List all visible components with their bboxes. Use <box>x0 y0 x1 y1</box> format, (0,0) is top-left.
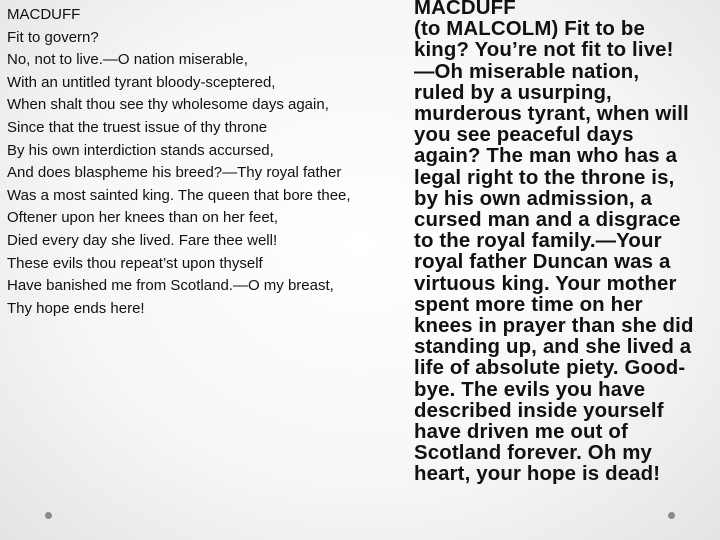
text-line: virtuous king. Your mother <box>414 272 677 295</box>
text-line: Scotland forever. Oh my <box>414 442 653 465</box>
text-line: cursed man and a disgrace <box>414 209 681 232</box>
text-line: Oftener upon her knees than on her feet, <box>7 209 279 227</box>
text-line: you see peaceful days <box>414 124 634 147</box>
text-line: to the royal family.—Your <box>414 230 662 253</box>
text-line: Was a most sainted king. The queen that bore thee, <box>7 186 351 204</box>
text-line: life of absolute piety. Good- <box>414 357 686 380</box>
text-line: have driven me out of <box>414 421 628 444</box>
text-line: Thy hope ends here! <box>7 299 145 317</box>
slide-bullet-dot <box>668 512 675 519</box>
text-line: Fit to govern? <box>7 28 99 46</box>
text-line: These evils thou repeat’st upon thyself <box>7 254 263 272</box>
text-line: king? You’re not fit to live! <box>414 39 674 62</box>
text-line: royal father Duncan was a <box>414 251 671 274</box>
modern-translation-column <box>414 0 718 486</box>
text-line: By his own interdiction stands accursed, <box>7 141 274 159</box>
text-line: No, not to live.—O nation miserable, <box>7 51 248 69</box>
original-text-column <box>7 4 402 320</box>
text-line: described inside yourself <box>414 399 664 422</box>
text-line: And does blaspheme his breed?—Thy royal father <box>7 164 342 182</box>
text-line: ruled by a usurping, <box>414 81 612 104</box>
text-line: murderous tyrant, when will <box>414 103 689 126</box>
text-line: (to MALCOLM) Fit to be <box>414 18 645 41</box>
text-line: Have banished me from Scotland.—O my breast, <box>7 277 334 295</box>
text-line: When shalt thou see thy wholesome days again, <box>7 96 329 114</box>
text-line: by his own admission, a <box>414 187 652 210</box>
text-line: spent more time on her <box>414 293 643 316</box>
text-line: Died every day she lived. Fare thee well! <box>7 231 278 249</box>
text-line: bye. The evils you have <box>414 378 646 401</box>
speaker-name: MACDUFF <box>414 0 516 19</box>
text-line: heart, your hope is dead! <box>414 463 661 486</box>
text-line: With an untitled tyrant bloody-sceptered, <box>7 73 276 91</box>
text-line: Since that the truest issue of thy throne <box>7 118 268 136</box>
text-line: knees in prayer than she did <box>414 315 694 338</box>
text-line: again? The man who has a <box>414 145 678 168</box>
text-line: legal right to the throne is, <box>414 166 675 189</box>
speaker-name: MACDUFF <box>7 6 81 23</box>
slide-bullet-dot <box>45 512 52 519</box>
text-line: standing up, and she lived a <box>414 336 692 359</box>
text-line: —Oh miserable nation, <box>414 60 640 83</box>
